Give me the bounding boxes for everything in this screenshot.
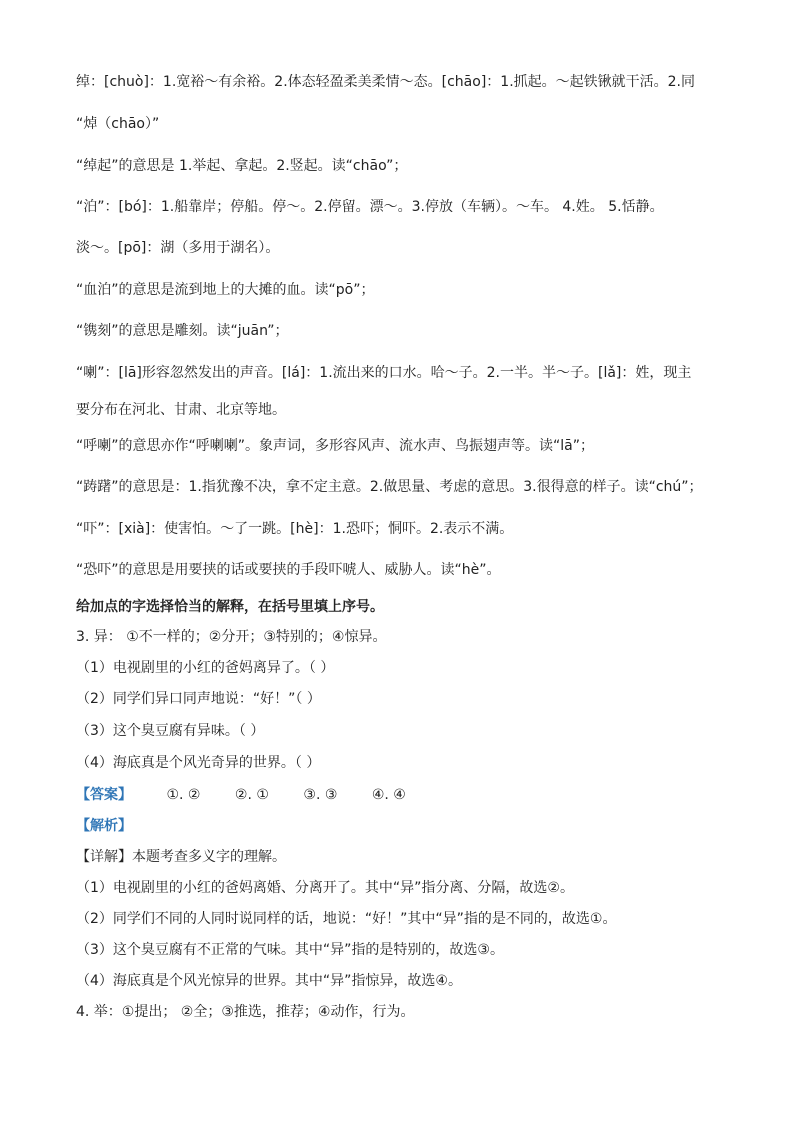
question-instruction: 给加点的字选择恰当的解释，在括号里填上序号。 [76,599,384,615]
question-3-item: （4）海底真是个风光奇异的世界。（ ） [76,755,321,771]
definition-line: 要分布在河北、甘肃、北京等地。 [76,402,286,418]
answer-tag: 【答案】 [76,787,132,803]
definition-line: 淡～。[pō]：湖（多用于湖名）。 [76,240,280,256]
definition-line: “镌刻”的意思是雕刻。读“juān”； [76,323,289,339]
definition-line: “喇”：[lā]形容忽然发出的声音。[lá]：1.流出来的口水。哈～子。2.一半。半～子。[lǎ]：姓，现主 [76,365,692,381]
definition-line: “踌躇”的意思是：1.指犹豫不决，拿不定主意。2.做思量、考虑的意思。3.很得意的样子。读“chú”； [76,479,703,495]
question-4-stem: 4. 举：①提出； ②全；③推选，推荐；④动作，行为。 [76,1004,415,1020]
definition-line: “泊”：[bó]：1.船靠岸；停船。停～。2.停留。漂～。3.停放（车辆）。～车。 4.姓。 5.恬静。 [76,199,664,215]
definition-line: “吓”：[xià]：使害怕。～了一跳。[hè]：1.恐吓；恫吓。2.表示不满。 [76,521,514,537]
definition-line: “绰起”的意思是 1.举起、拿起。2.竖起。读“chāo”； [76,158,408,174]
explanation-line: （1）电视剧里的小红的爸妈离婚、分离开了。其中“异”指分离、分隔，故选②。 [76,880,574,896]
detail-line: 【详解】本题考查多义字的理解。 [76,849,286,865]
question-3-item: （3）这个臭豆腐有异味。（ ） [76,723,265,739]
answer-item: ④. ④ [371,787,406,803]
definition-line: “血泊”的意思是流到地上的大摊的血。读“pō”； [76,282,375,298]
definition-line: 绰：[chuò]：1.宽裕～有余裕。2.体态轻盈柔美柔情～态。[chāo]：1.抓起。～起铁锹就干活。2.同 [76,74,695,90]
question-3-item: （2）同学们异口同声地说：“好！”（ ） [76,691,321,707]
answer-item: ③. ③ [303,787,338,803]
answer-item: ②. ① [234,787,269,803]
definition-line: “恐吓”的意思是用要挟的话或要挟的手段吓唬人、威胁人。读“hè”。 [76,562,501,578]
explanation-line: （3）这个臭豆腐有不正常的气味。其中“异”指的是特别的，故选③。 [76,942,504,958]
explanation-line: （4）海底真是个风光惊异的世界。其中“异”指惊异，故选④。 [76,973,462,989]
answer-item: ①. ② [166,787,201,803]
question-3-item: （1）电视剧里的小红的爸妈离异了。（ ） [76,660,335,676]
explanation-line: （2）同学们不同的人同时说同样的话，地说：“好！”其中“异”指的是不同的，故选①。 [76,911,617,927]
question-3-stem: 3. 异： ①不一样的；②分开；③特别的；④惊异。 [76,629,387,645]
definition-line: “焯（chāo）” [76,116,160,132]
answer-row [76,786,406,804]
analysis-tag: 【解析】 [76,818,132,834]
definition-line: “呼喇”的意思亦作“呼喇喇”。象声词，多形容风声、流水声、鸟振翅声等。读“lā”； [76,438,594,454]
